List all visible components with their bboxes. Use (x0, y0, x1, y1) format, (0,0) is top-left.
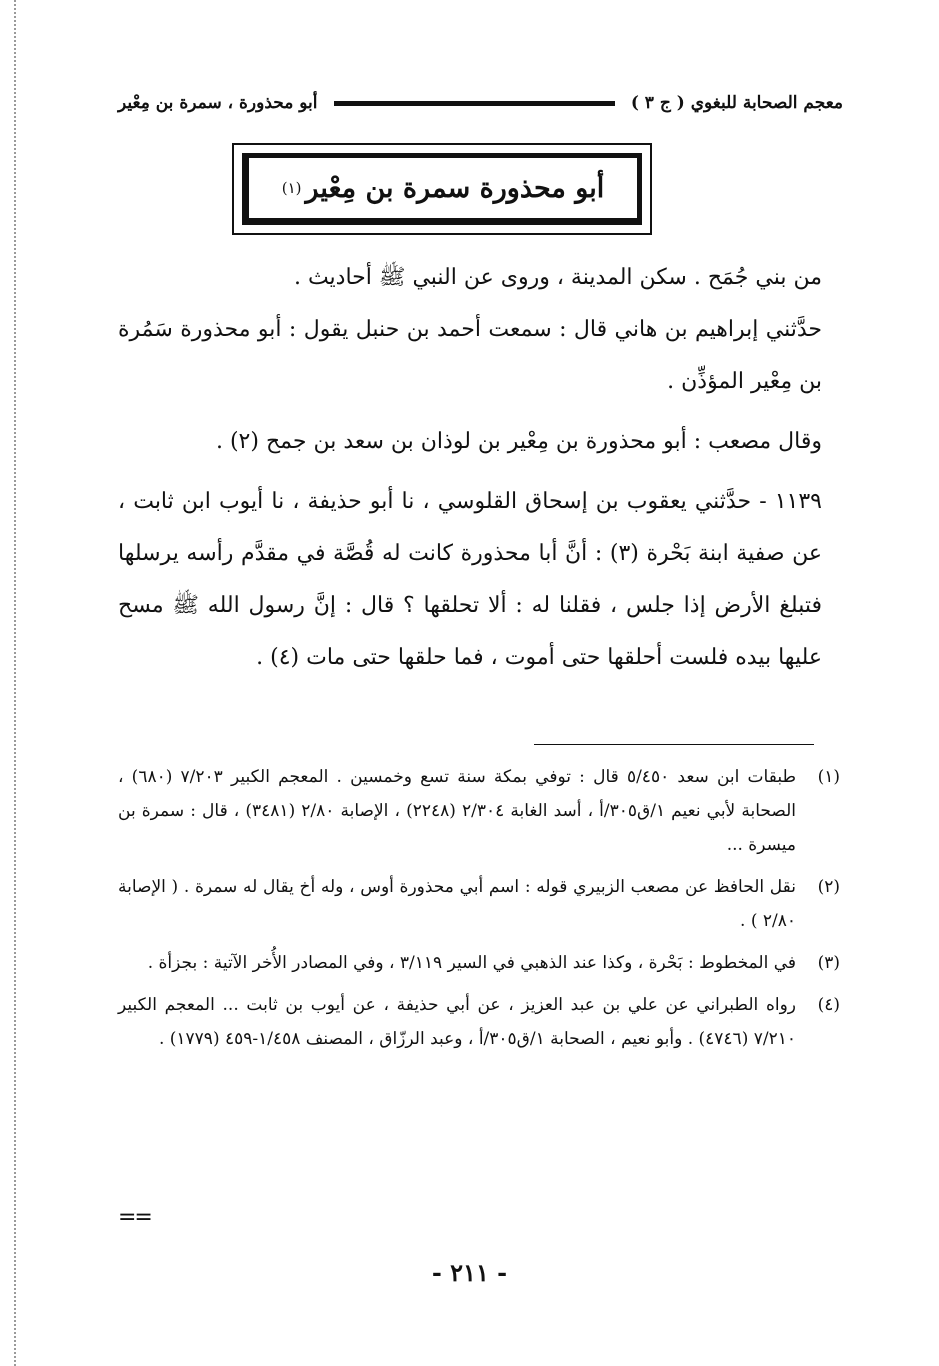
footnote-3 (118, 946, 840, 980)
footnote-number: (٤) (817, 995, 840, 1015)
paragraph-hadith-1139: ١١٣٩ - حدَّثني يعقوب بن إسحاق القلوسي ، نا أبو حذيفة ، نا أيوب ابن ثابت ، عن صفية ابنة بَحْرة (٣) : أنَّ أبا محذورة كانت له قُصَّة في مقدَّم رأسه يرسلها فتبلغ الأرض إذا جلس ، فقلنا له : ألا تحلقها ؟ قال : إنَّ رسول الله ﷺ مسح عليها بيده فلست أحلقها حتى أموت ، فما حلقها حتى مات (٤) . (118, 489, 822, 670)
entry-title-inner-frame (242, 153, 642, 225)
header-book-title: معجم الصحابة للبغوي ( ج ٣ ) (630, 93, 843, 113)
entry-title: أبو محذورة سمرة بن مِعْير (305, 172, 605, 204)
footnote-number: (١) (817, 767, 840, 787)
paragraph-musab: وقال مصعب : أبو محذورة بن مِعْير بن لوذان بن سعد بن جمح (٢) . (215, 429, 822, 454)
continuation-mark: == (118, 1205, 151, 1230)
footnote-text: رواه الطبراني عن علي بن عبد العزيز ، عن أبي حذيفة ، عن أيوب بن ثابت ... المعجم الكبير ٧/٢١٠ (٤٧٤٦) . وأبو نعيم ، الصحابة ١/ق٣٠٥/أ ، وعبد الرزّاق ، المصنف ١/٤٥٨-٤٥٩ (١٧٧٩) . (118, 995, 796, 1049)
header-section-title: أبو محذورة ، سمرة بن مِعْير (118, 93, 318, 113)
main-text (118, 252, 822, 684)
page-number: - ٢١١ - (431, 1258, 508, 1287)
footnote-2 (118, 870, 840, 938)
running-header (118, 86, 843, 120)
footnote-separator (534, 744, 814, 745)
footnote-number: (٣) (817, 953, 840, 973)
footnote-1 (118, 760, 840, 862)
footnote-text: في المخطوط : بَحْرة ، وكذا عند الذهبي في السير ٣/١١٩ ، وفي المصادر الأُخر الآتية : بجزأة . (147, 953, 796, 973)
entry-title-footnote-ref: (١) (281, 179, 302, 197)
paragraph-intro: من بني جُمَح . سكن المدينة ، وروى عن النبي ﷺ أحاديث . (293, 265, 822, 290)
footnote-number: (٢) (817, 877, 840, 897)
footnote-text: طبقات ابن سعد ٥/٤٥٠ قال : توفي بمكة سنة تسع وخمسين . المعجم الكبير ٧/٢٠٣ (٦٨٠) ، الصحابة لأبي نعيم ١/ق٣٠٥/أ ، أسد الغابة ٢/٣٠٤ (٢٢٤٨) ، الإصابة ٢/٨٠ (٣٤٨١) ، قال : سمرة بن ميسرة ... (118, 767, 796, 855)
left-margin-dotted-line (14, 0, 16, 1366)
footnotes (118, 760, 840, 1064)
footnote-text: نقل الحافظ عن مصعب الزبيري قوله : اسم أبي محذورة أوس ، وله أخ يقال له سمرة . ( الإصابة ٢/٨٠ ) . (118, 877, 796, 931)
footnote-4 (118, 988, 840, 1056)
entry-title-frame (232, 143, 652, 235)
header-rule (334, 101, 615, 106)
paragraph-ibrahim: حدَّثني إبراهيم بن هاني قال : سمعت أحمد بن حنبل يقول : أبو محذورة سَمُرة بن مِعْير المؤذِّن . (118, 317, 822, 394)
